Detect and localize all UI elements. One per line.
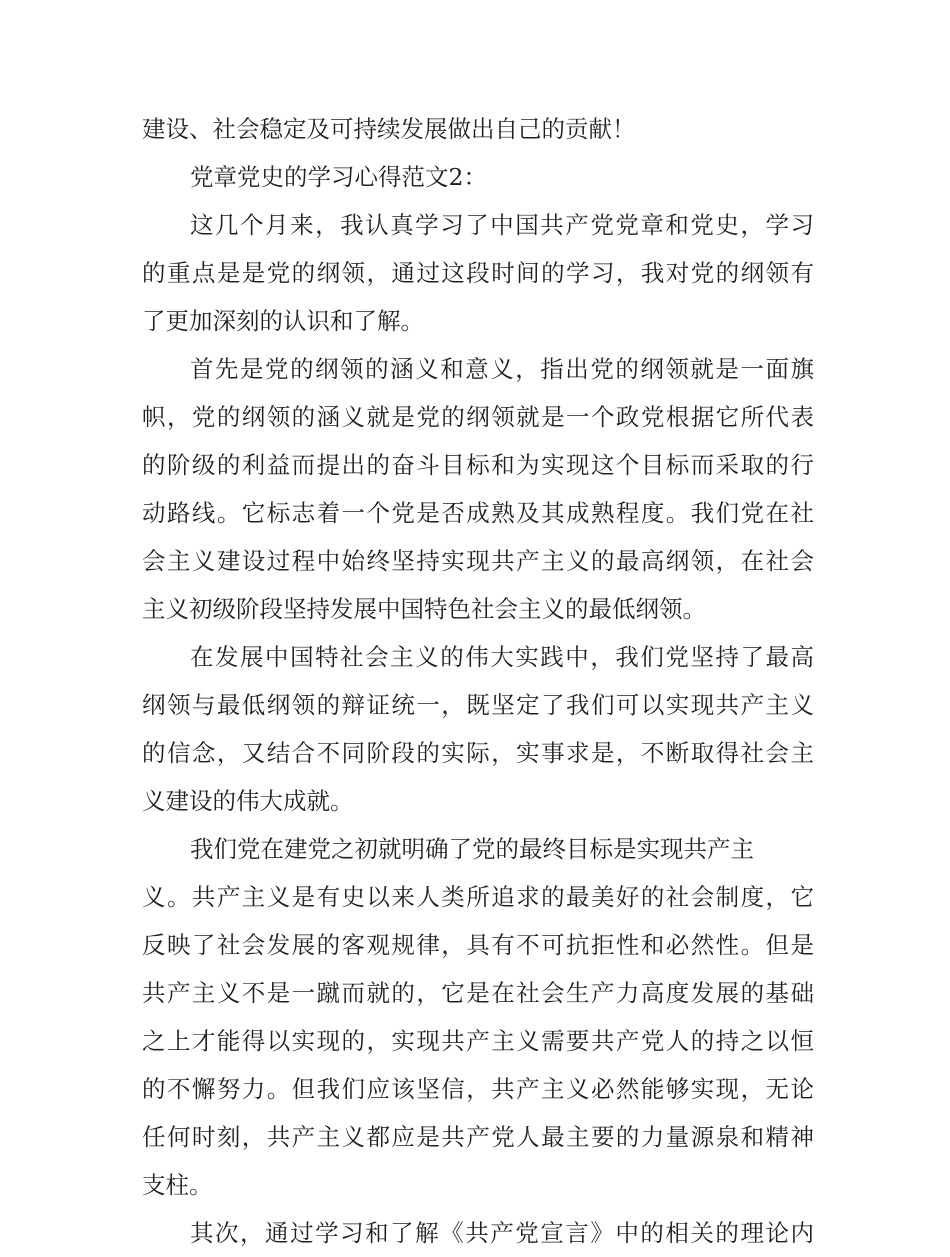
text-line: 会主义建设过程中始终坚持实现共产主义的最高纲领，在社会 [142,547,814,575]
text-line: 主义初级阶段坚持发展中国特色社会主义的最低纲领。 [142,595,706,623]
text-line: 我们党在建党之初就明确了党的最终目标是实现共产主 [190,835,754,863]
text-line: 的重点是是党的纲领，通过这段时间的学习，我对党的纲领有 [142,259,814,287]
text-line: 在发展中国特社会主义的伟大实践中，我们党坚持了最高 [190,643,814,671]
text-line: 纲领与最低纲领的辩证统一，既坚定了我们可以实现共产主义 [142,691,814,719]
text-line: 共产主义不是一蹴而就的，它是在社会生产力高度发展的基础 [142,979,814,1007]
text-line: 这几个月来，我认真学习了中国共产党党章和党史，学习 [190,211,814,239]
text-line: 动路线。它标志着一个党是否成熟及其成熟程度。我们党在社 [142,499,814,527]
text-line: 义建设的伟大成就。 [142,787,354,815]
text-line: 任何时刻，共产主义都应是共产党人最主要的力量源泉和精神 [142,1123,814,1151]
text-line: 首先是党的纲领的涵义和意义，指出党的纲领就是一面旗 [190,355,814,383]
section-heading: 党章党史的学习心得范文2： [190,163,487,191]
text-line: 之上才能得以实现的，实现共产主义需要共产党人的持之以恒 [142,1027,814,1055]
text-line: 义。共产主义是有史以来人类所追求的最美好的社会制度，它 [142,883,814,911]
text-line: 的信念，又结合不同阶段的实际，实事求是，不断取得社会主 [142,739,814,767]
text-line: 反映了社会发展的客观规律，具有不可抗拒性和必然性。但是 [142,931,814,959]
text-line: 建设、社会稳定及可持续发展做出自己的贡献！ [142,115,636,143]
text-line: 的阶级的利益而提出的奋斗目标和为实现这个目标而采取的行 [142,451,814,479]
text-line: 支柱。 [142,1171,213,1199]
text-line: 帜，党的纲领的涵义就是党的纲领就是一个政党根据它所代表 [142,403,814,431]
document-body [142,105,814,1257]
text-line: 的不懈努力。但我们应该坚信，共产主义必然能够实现，无论 [142,1075,814,1103]
text-line: 其次，通过学习和了解《共产党宣言》中的相关的理论内 [190,1219,814,1247]
text-line: 了更加深刻的认识和了解。 [142,307,424,335]
